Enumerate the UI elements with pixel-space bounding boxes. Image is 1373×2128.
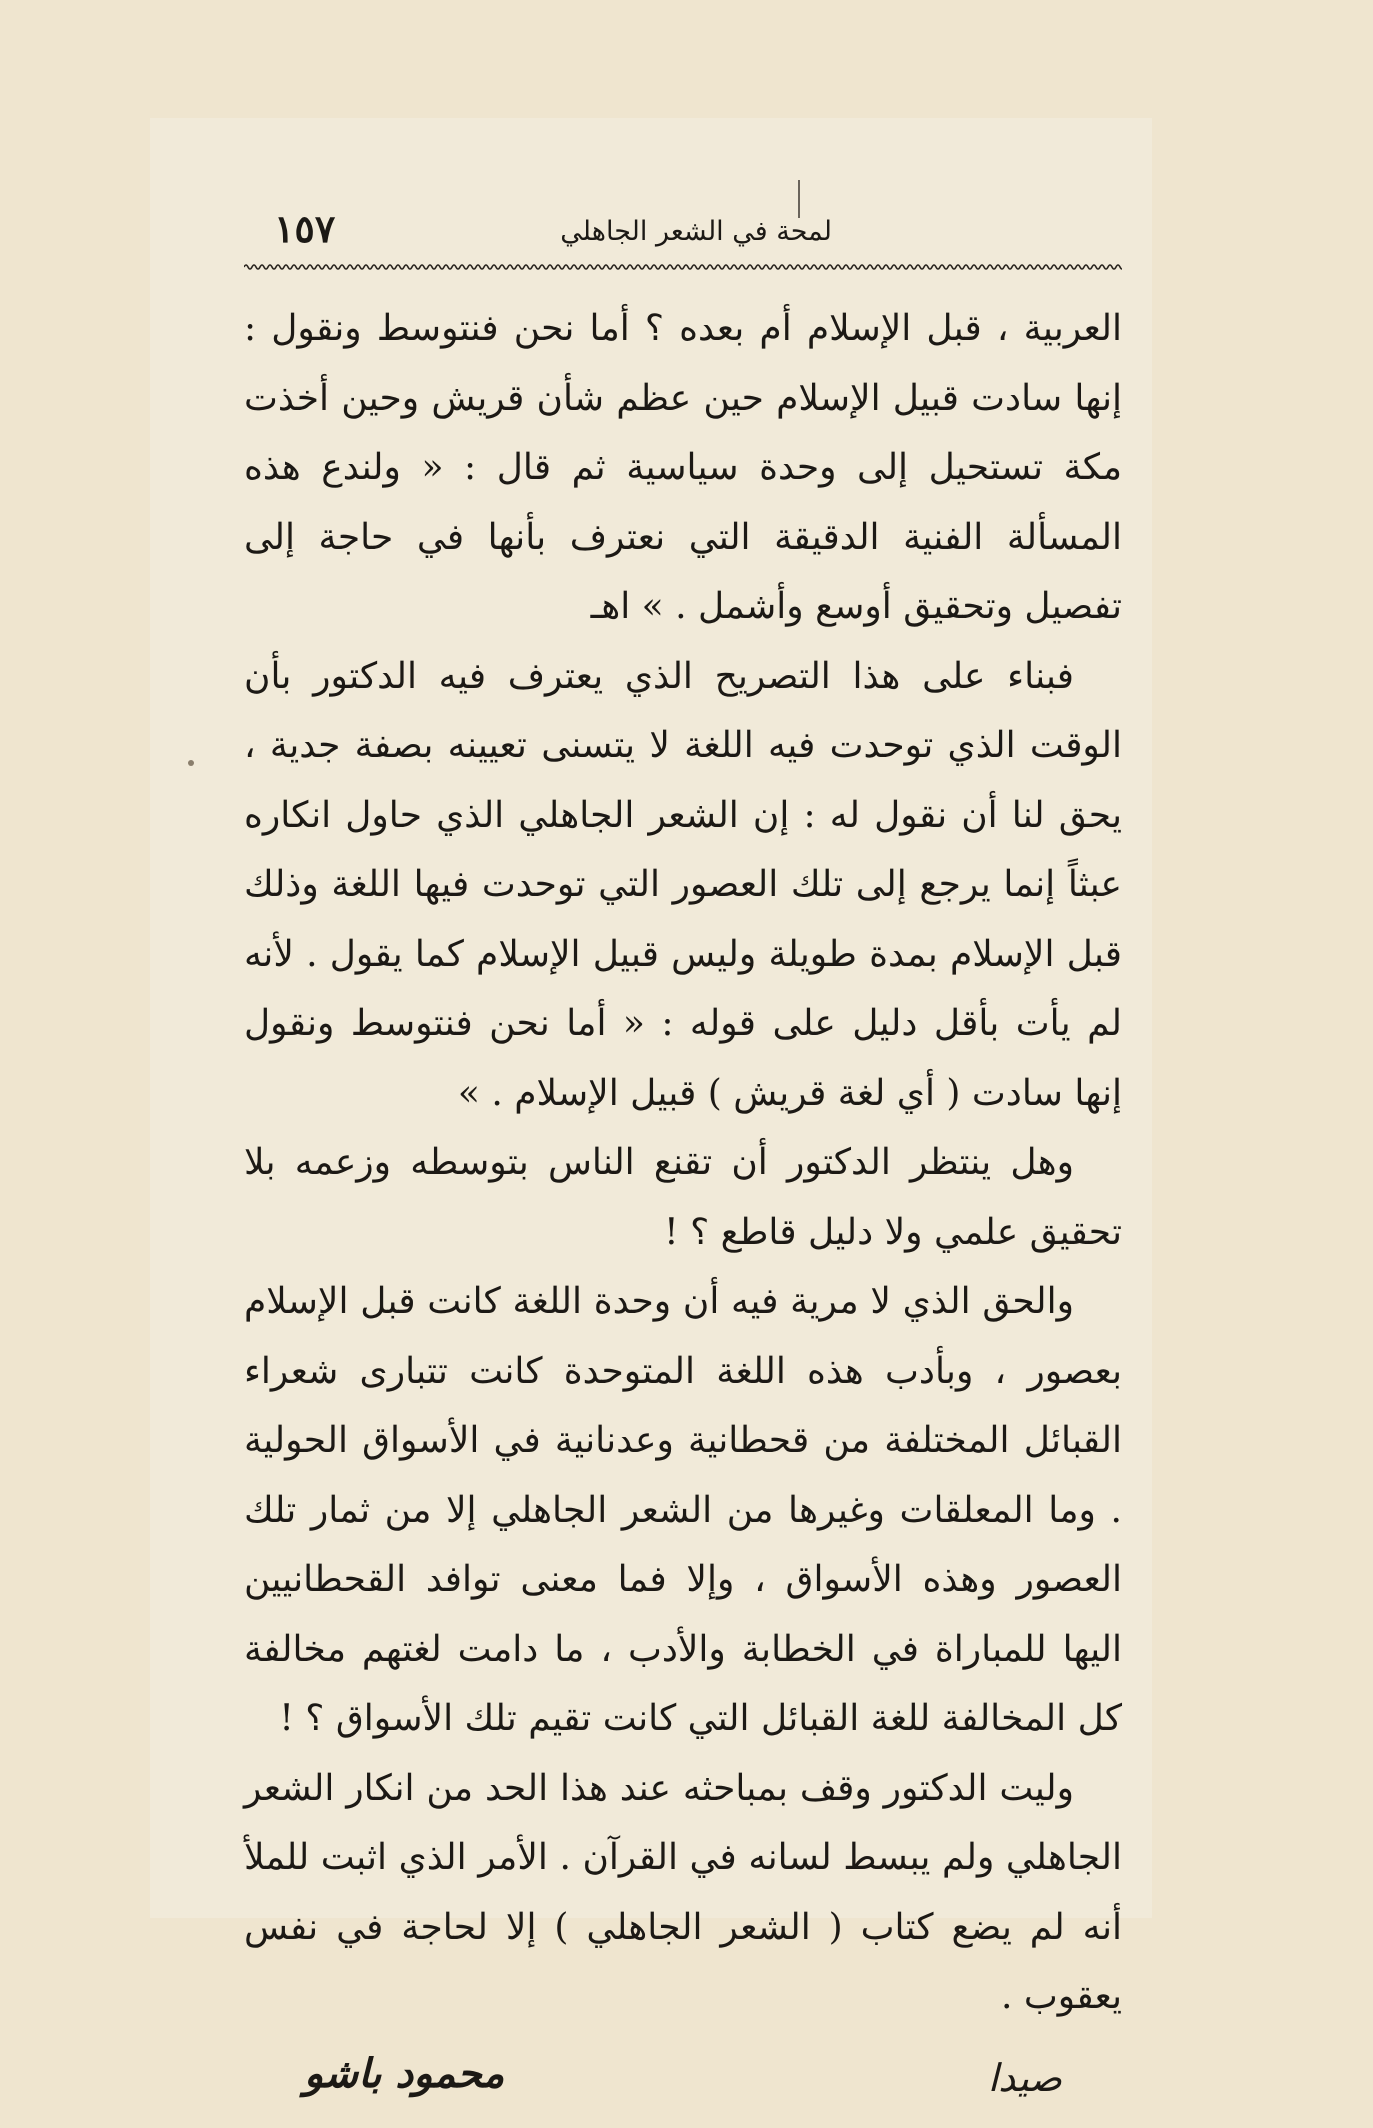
running-title: لمحة في الشعر الجاهلي — [560, 216, 832, 247]
book-page — [244, 190, 1122, 2128]
ink-speck — [188, 760, 194, 766]
paragraph-3: وهل ينتظر الدكتور أن تقنع الناس بتوسطه وزعمه بلا تحقيق علمي ولا دليل قاطع ؟ ! — [244, 1142, 1122, 1253]
gutter-mark — [798, 180, 800, 218]
paragraph-4: والحق الذي لا مرية فيه أن وحدة اللغة كانت قبل الإسلام بعصور ، وبأدب هذه اللغة المتوحدة كانت تتبارى شعراء القبائل المختلفة من قحطانية وعدنانية في الأسواق الحولية . وما المعلقات وغيرها من الشعر الجاهلي إلا من ثمار تلك العصور وهذه الأسواق ، وإلا فما معنى توافد القحطانيين اليها للمباراة في الخطابة والأدب ، ما دامت لغتهم مخالفة كل المخالفة للغة القبائل التي كانت تقيم تلك الأسواق ؟ ! — [244, 1281, 1122, 1739]
page-header — [244, 190, 1122, 260]
page-number: ١٥٧ — [274, 206, 336, 251]
signature-row — [244, 2038, 1122, 2128]
paragraph-1: العربية ، قبل الإسلام أم بعده ؟ أما نحن فنتوسط ونقول : إنها سادت قبيل الإسلام حين عظم شأن قريش وحين أخذت مكة تستحيل إلى وحدة سياسية ثم قال : « ولندع هذه المسألة الفنية الدقيقة التي نعترف بأنها في حاجة إلى تفصيل وتحقيق أوسع وأشمل . » اهـ — [244, 308, 1122, 627]
signature-author: محمود باشو — [304, 2049, 505, 2097]
header-wavy-rule — [244, 260, 1122, 274]
paragraph-5: وليت الدكتور وقف بمباحثه عند هذا الحد من انكار الشعر الجاهلي ولم يبسط لسانه في القرآن . الأمر الذي اثبت للملأ أنه لم يضع كتاب ( الشعر الجاهلي ) إلا لحاجة في نفس يعقوب . — [244, 1767, 1122, 2017]
signature-place: صيدا — [987, 2055, 1062, 2100]
paragraph-2: فبناء على هذا التصريح الذي يعترف فيه الدكتور بأن الوقت الذي توحدت فيه اللغة لا يتسنى تعيينه بصفة جدية ، يحق لنا أن نقول له : إن الشعر الجاهلي الذي حاول انكاره عبثاً إنما يرجع إلى تلك العصور التي توحدت فيها اللغة وذلك قبل الإسلام بمدة طويلة وليس قبيل الإسلام كما يقول . لأنه لم يأت بأقل دليل على قوله : « أما نحن فنتوسط ونقول إنها سادت ( أي لغة قريش ) قبيل الإسلام . » — [244, 655, 1122, 1114]
